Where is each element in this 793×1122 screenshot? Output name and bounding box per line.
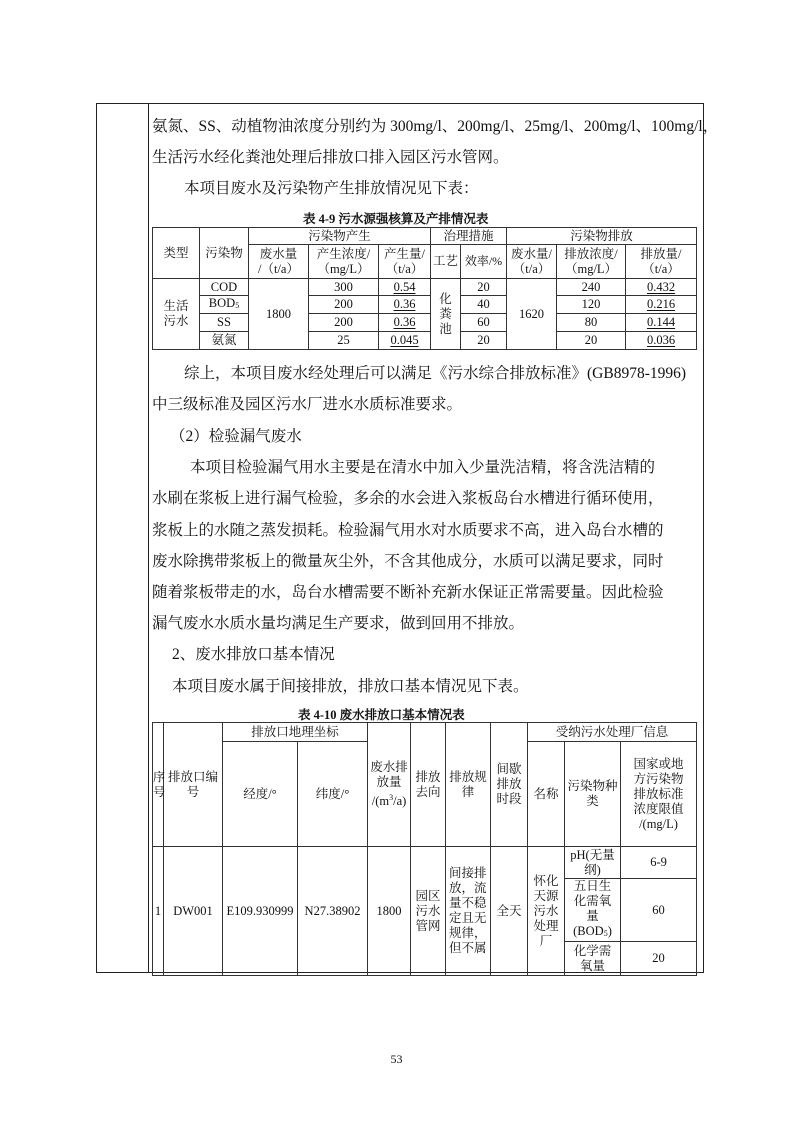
paragraph-line: 中三级标准及园区污水厂进水水质标准要求。 <box>152 396 463 413</box>
cell-pollutant-type: 五日生化需氧量 $(BOD_5)$ <box>565 879 621 942</box>
header-plant-name: 名称 <box>528 742 565 847</box>
table-row <box>153 296 697 314</box>
header-d-amount: 排放量/ （t/a） <box>626 245 697 279</box>
cell-lon: E109.930999 <box>223 847 298 976</box>
header-period: 间歇排放时段 <box>491 723 528 847</box>
cell-p-amount: 0.36 <box>379 296 431 314</box>
table-4-10-caption: 表 4-10 废水排放口基本情况表 <box>298 708 465 722</box>
header-geo: 排放口地理坐标 <box>223 723 368 742</box>
header-lat: 纬度/° <box>298 742 368 847</box>
cell-d-conc: 80 <box>557 314 626 332</box>
table-row <box>153 314 697 332</box>
cell-type: 生活 污水 <box>153 279 200 350</box>
cell-d-amount: 0.036 <box>626 332 697 350</box>
header-p-amount: 产生量/ （t/a） <box>379 245 431 279</box>
header-volume: 废水排 放量 $/(m^3/a)$ <box>368 723 411 847</box>
cell-efficiency: 20 <box>461 279 507 296</box>
section-heading: 2、废水排放口基本情况 <box>172 646 335 663</box>
header-destination: 排放去向 <box>411 723 446 847</box>
paragraph-line: 本项目废水及污染物产生排放情况见下表： <box>184 180 479 197</box>
cell-limit: 60 <box>621 879 697 942</box>
cell-limit: 6-9 <box>621 847 697 879</box>
header-plant-info: 受纳污水处理厂信息 <box>528 723 697 742</box>
header-limit: 国家或地 方污染物 排放标准 浓度限值 /(mg/L) <box>621 742 697 847</box>
table-row <box>153 279 697 296</box>
header-d-water: 废水量/ （t/a） <box>507 245 557 279</box>
cell-efficiency: 20 <box>461 332 507 350</box>
paragraph-line: 漏气废水水质水量均满足生产要求，做到回用不排放。 <box>152 615 525 632</box>
paragraph-line: 生活污水经化粪池处理后排放口排入园区污水管网。 <box>152 149 509 166</box>
cell-efficiency: 60 <box>461 314 507 332</box>
cell-pollutant: 氨氮 <box>200 332 249 350</box>
header-pollutant: 污染物 <box>200 228 249 279</box>
cell-pollutant: COD <box>200 279 249 296</box>
header-d-conc: 排放浓度/ （mg/L） <box>557 245 626 279</box>
cell-pattern: 间接排放，流量不稳定且无规律，但不属 <box>446 847 491 976</box>
cell-volume: 1800 <box>368 847 411 976</box>
cell-pollutant-type: 化学需氧量 <box>565 942 621 976</box>
cell-d-conc: 240 <box>557 279 626 296</box>
table-row <box>153 332 697 350</box>
cell-lat: N27.38902 <box>298 847 368 976</box>
header-seq: 序号 <box>153 723 164 847</box>
cell-process: 化 粪 池 <box>431 279 461 350</box>
paragraph-line: 氨氮、SS、动植物油浓度分别约为 300mg/l、200mg/l、25mg/l、200mg/l、100mg/l， <box>152 118 719 135</box>
header-outlet-id: 排放口编号 <box>164 723 223 847</box>
frame-divider <box>148 103 149 973</box>
page-number: 53 <box>390 1052 403 1066</box>
cell-d-conc: 120 <box>557 296 626 314</box>
cell-d-water: 1620 <box>507 279 557 350</box>
paragraph-line: 随着浆板带走的水，岛台水槽需要不断补充新水保证正常需要量。因此检验 <box>152 584 664 601</box>
cell-limit: 20 <box>621 942 697 976</box>
paragraph-line: 综上，本项目废水经处理后可以满足《污水综合排放标准》(GB8978-1996) <box>184 365 687 382</box>
cell-efficiency: 40 <box>461 296 507 314</box>
paragraph-line: 水刷在浆板上进行漏气检验，多余的水会进入浆板岛台水槽进行循环使用， <box>152 490 664 507</box>
table-row <box>153 847 697 879</box>
header-type: 类型 <box>153 228 200 279</box>
cell-d-conc: 20 <box>557 332 626 350</box>
header-production: 污染物产生 <box>249 228 431 245</box>
cell-p-amount: 0.54 <box>379 279 431 296</box>
cell-p-conc: 25 <box>309 332 379 350</box>
cell-pollutant: $BOD_5$ <box>200 296 249 314</box>
cell-p-conc: 200 <box>309 314 379 332</box>
cell-p-conc: 200 <box>309 296 379 314</box>
cell-p-conc: 300 <box>309 279 379 296</box>
cell-period: 全天 <box>491 847 528 976</box>
cell-outlet-id: DW001 <box>164 847 223 976</box>
table-4-9-caption: 表 4-9 污水源强核算及产排情况表 <box>303 212 489 226</box>
header-efficiency: 效率/% <box>461 245 507 279</box>
cell-p-amount: 0.36 <box>379 314 431 332</box>
cell-p-amount: 0.045 <box>379 332 431 350</box>
paragraph-line: 废水除携带浆板上的微量灰尘外，不含其他成分，水质可以满足要求，同时 <box>152 553 664 570</box>
cell-d-amount: 0.144 <box>626 314 697 332</box>
paragraph-line: 本项目废水属于间接排放，排放口基本情况见下表。 <box>172 678 529 695</box>
cell-d-amount: 0.216 <box>626 296 697 314</box>
section-heading: （2）检验漏气废水 <box>170 428 302 445</box>
header-pollutant-type: 污染物种类 <box>565 742 621 847</box>
table-4-9 <box>152 227 697 350</box>
header-pattern: 排放规律 <box>446 723 491 847</box>
header-p-water: 废水量 /（t/a） <box>249 245 309 279</box>
header-discharge: 污染物排放 <box>507 228 697 245</box>
header-process: 工艺 <box>431 245 461 279</box>
table-4-10 <box>152 722 697 976</box>
paragraph-line: 本项目检验漏气用水主要是在清水中加入少量洗洁精，将含洗洁精的 <box>190 459 656 476</box>
cell-seq: 1 <box>153 847 164 976</box>
cell-d-amount: 0.432 <box>626 279 697 296</box>
header-lon: 经度/° <box>223 742 298 847</box>
cell-destination: 园区污水管网 <box>411 847 446 976</box>
paragraph-line: 浆板上的水随之蒸发损耗。检验漏气用水对水质要求不高，进入岛台水槽的 <box>152 522 664 539</box>
cell-pollutant-type: pH(无量纲) <box>565 847 621 879</box>
cell-p-water: 1800 <box>249 279 309 350</box>
header-p-conc: 产生浓度/ （mg/L） <box>309 245 379 279</box>
header-treatment: 治理措施 <box>431 228 507 245</box>
cell-pollutant: SS <box>200 314 249 332</box>
cell-plant-name: 怀化天源污水处理厂 <box>528 847 565 976</box>
